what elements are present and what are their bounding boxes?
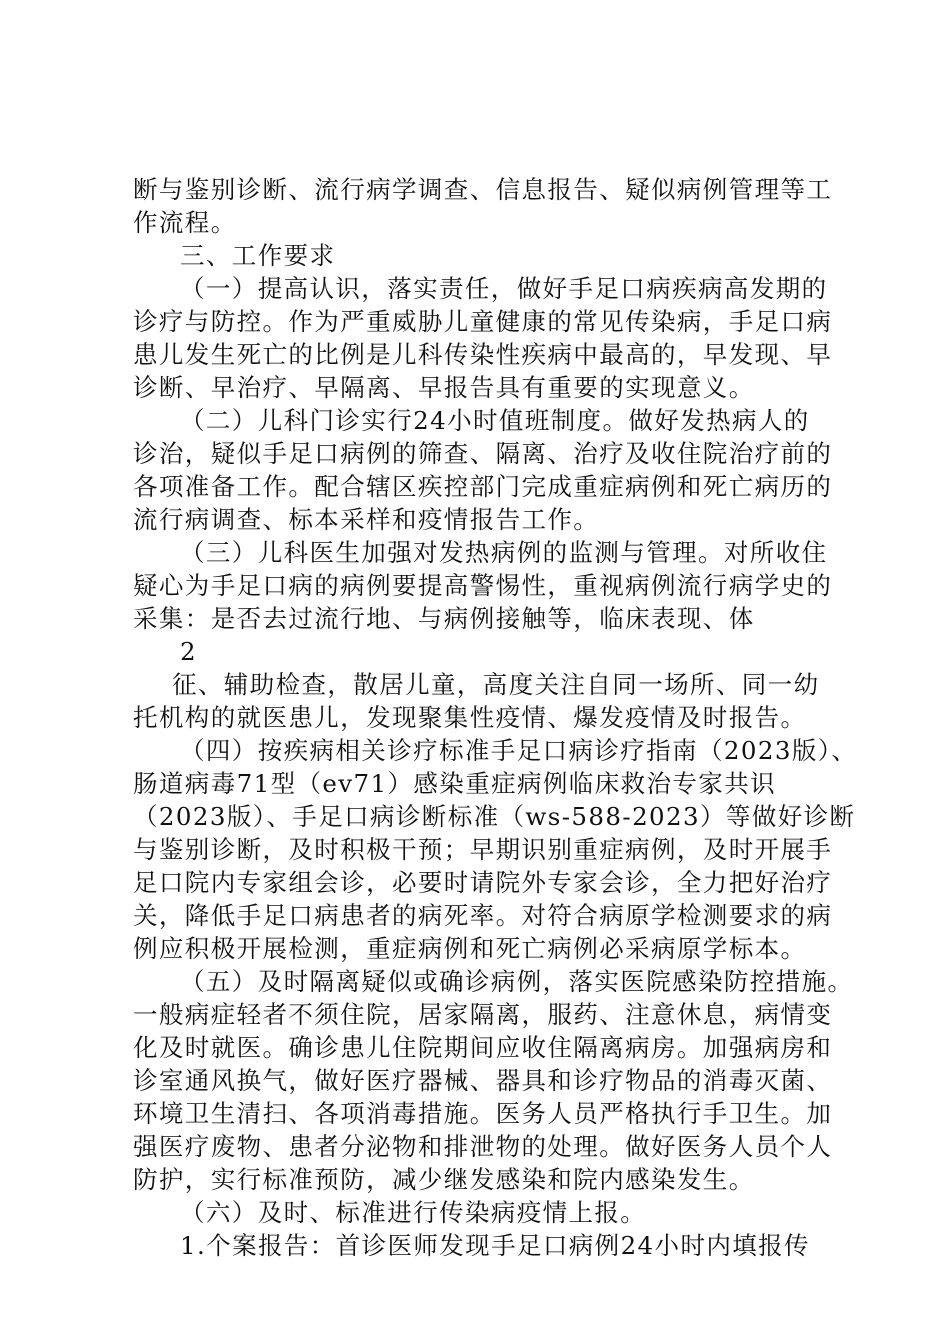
paragraph-heading: （六）及时、标准进行传染病疫情上报。 [180, 1198, 647, 1227]
text-line: 化及时就医。确诊患儿住院期间应收住隔离病房。加强病房和 [133, 1033, 833, 1062]
text-line: 托机构的就医患儿，发现聚集性疫情、爆发疫情及时报告。 [133, 703, 807, 732]
text-line: 关，降低手足口病患者的病死率。对符合病原学检测要求的病 [133, 901, 833, 930]
text-line: 疑心为手足口病的病例要提高警惕性，重视病例流行病学史的 [133, 571, 833, 600]
paragraph-heading: （五）及时隔离疑似或确诊病例，落实医院感染防控措施。 [180, 967, 854, 996]
text-line: 采集：是否去过流行地、与病例接触等，临床表现、体 [133, 604, 755, 633]
text-line: 强医疗废物、患者分泌物和排泄物的处理。做好医务人员个人 [133, 1132, 833, 1161]
text-line: 作流程。 [133, 208, 237, 237]
text-line: 例应积极开展检测，重症病例和死亡病例必采病原学标本。 [133, 934, 807, 963]
text-line: 诊疗与防控。作为严重威胁儿童健康的常见传染病，手足口病 [133, 307, 833, 336]
text-line: 环境卫生清扫、各项消毒措施。医务人员严格执行手卫生。加 [133, 1099, 833, 1128]
text-line: 1.个案报告：首诊医师发现手足口病例24小时内填报传 [180, 1231, 810, 1260]
text-line: 足口院内专家组会诊，必要时请院外专家会诊，全力把好治疗 [133, 868, 833, 897]
text-line: 流行病调查、标本采样和疫情报告工作。 [133, 505, 600, 534]
page-number: 2 [180, 637, 197, 666]
text-line: 一般病症轻者不须住院，居家隔离，服药、注意休息，病情变 [133, 1000, 833, 1029]
text-line: 患儿发生死亡的比例是儿科传染性疾病中最高的，早发现、早 [133, 340, 833, 369]
text-line: 防护，实行标准预防，减少继发感染和院内感染发生。 [133, 1165, 755, 1194]
text-line: 与鉴别诊断，及时积极干预；早期识别重症病例，及时开展手 [133, 835, 833, 864]
text-line: 征、辅助检查，散居儿童，高度关注自同一场所、同一幼 [172, 670, 820, 699]
paragraph-heading: （二）儿科门诊实行24小时值班制度。做好发热病人的 [180, 406, 810, 435]
paragraph-heading: （四）按疾病相关诊疗标准手足口病诊疗指南（2023版）、 [180, 736, 858, 765]
text-line: 诊断、早治疗、早隔离、早报告具有重要的实现意义。 [133, 373, 755, 402]
text-line: 各项准备工作。配合辖区疾控部门完成重症病例和死亡病历的 [133, 472, 833, 501]
text-line: 肠道病毒71型（ev71）感染重症病例临床救治专家共识 [133, 769, 776, 798]
paragraph-heading: （一）提高认识，落实责任，做好手足口病疾病高发期的 [180, 274, 828, 303]
text-line: 断与鉴别诊断、流行病学调查、信息报告、疑似病例管理等工 [133, 175, 833, 204]
text-line: 诊室通风换气，做好医疗器械、器具和诊疗物品的消毒灭菌、 [133, 1066, 833, 1095]
section-heading: 三、工作要求 [180, 241, 336, 270]
text-line: 诊治，疑似手足口病例的筛查、隔离、治疗及收住院治疗前的 [133, 439, 833, 468]
text-line: （2023版）、手足口病诊断标准（ws-588-2023）等做好诊断 [133, 802, 856, 831]
paragraph-heading: （三）儿科医生加强对发热病例的监测与管理。对所收住 [180, 538, 828, 567]
